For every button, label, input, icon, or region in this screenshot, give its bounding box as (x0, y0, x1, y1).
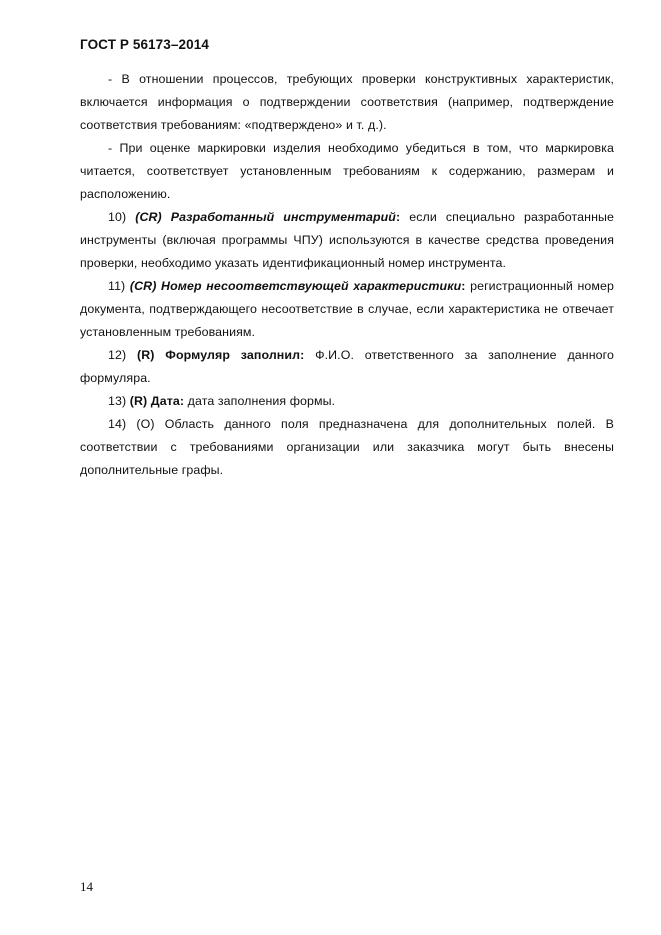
item-10-number: 10) (108, 210, 127, 224)
item-12-term: (R) Формуляр заполнил: (137, 348, 305, 362)
item-11-text: регистрационный номер документа, подтверждающего несоответствие в случае, если характеристика не отвечает установленным требованиям. (80, 279, 614, 339)
paragraph-item-14: 14) (О) Область данного поля предназначена для дополнительных полей. В соответствии с требованиями организации или заказчика могут быть внесены дополнительные графы. (80, 417, 614, 477)
item-11-colon: : (461, 279, 466, 293)
page-number: 14 (80, 879, 93, 894)
paragraph-item-11 (80, 275, 614, 344)
item-10-colon: : (395, 210, 401, 224)
item-10-term: (CR) Разработанный инструментарий (135, 210, 396, 224)
paragraph-marking-assessment: - При оценке маркировки изделия необходимо убедиться в том, что маркировка читается, соответствует установленным требованиям к содержанию, размерам и расположению. (80, 141, 614, 201)
item-13-term: (R) Дата: (129, 394, 185, 408)
paragraph-item-10 (80, 206, 614, 275)
document-body (80, 68, 614, 482)
item-11-term: (CR) Номер несоответствующей характеристики (129, 279, 462, 293)
item-12-number: 12) (108, 348, 127, 362)
item-13-number: 13) (108, 394, 127, 408)
paragraph-structural-characteristics: - В отношении процессов, требующих проверки конструктивных характеристик, включается информация о подтверждении соответствия (например, подтверждение соответствия требованиям: «подтверждено» и т. д.). (80, 72, 614, 132)
item-11-number: 11) (108, 279, 126, 293)
item-10-text: если специально разработанные инструменты (включая программы ЧПУ) используются в качестве средства проведения проверки, необходимо указать идентификационный номер инструмента. (80, 210, 615, 270)
item-12-text: Ф.И.О. ответственного за заполнение данного формуляра. (80, 348, 614, 385)
paragraph-item-12 (80, 344, 614, 390)
item-13-text: дата заполнения формы. (184, 394, 336, 408)
paragraph-item-13 (80, 390, 614, 413)
document-header: ГОСТ Р 56173–2014 (80, 37, 209, 52)
